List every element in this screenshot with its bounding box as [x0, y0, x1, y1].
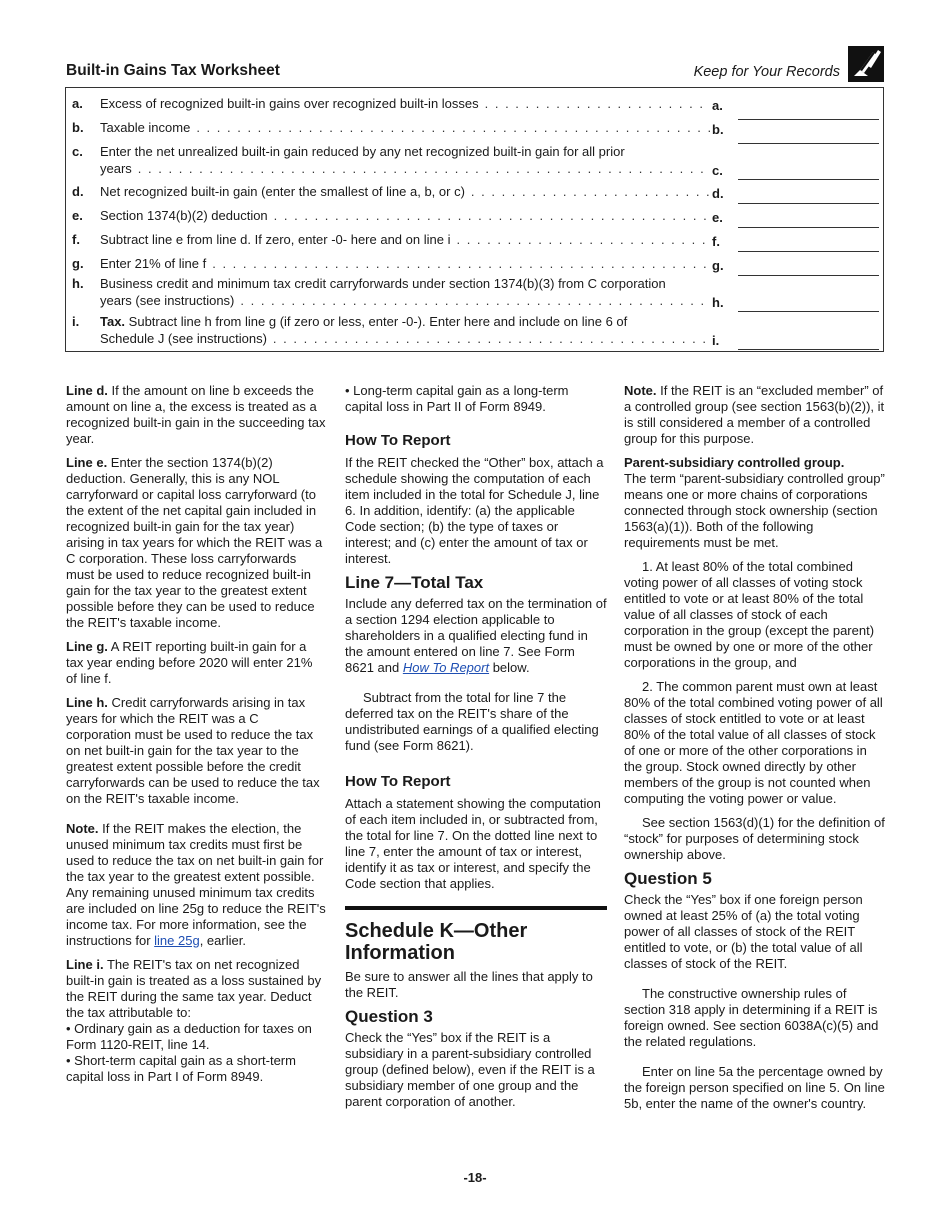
row-text: Business credit and minimum tax credit carryforwards under section 1374(b)(3) from C corporation [100, 276, 666, 291]
answer-letter: f. [712, 234, 720, 249]
how-to-report-heading-2: How To Report [345, 773, 451, 790]
row-text: Subtract line h from line g (if zero or less, enter -0-). Enter here and include on line 6 of [125, 314, 628, 329]
worksheet-row-f [66, 231, 883, 251]
worksheet-row-g [66, 255, 883, 275]
parent-subsidiary-paragraph: Parent-subsidiary controlled group. The term “parent-subsidiary controlled group” means one or more chains of corporations connected through stock ownership (section 1563(a)(1)). Both of the following requirements must be met. [624, 455, 885, 550]
answer-letter: c. [712, 163, 723, 178]
question-3-text: Check the “Yes” box if the REIT is a subsidiary in a parent-subsidiary controlled group (defined below), even if the REIT is a subsidiary member of one group and the parent corporation of another. [345, 1030, 595, 1109]
row-letter: i. [72, 314, 80, 329]
worksheet-row-a [66, 95, 883, 115]
question-5-text-3: Enter on line 5a the percentage owned by the foreign person specified on line 5. On line 5b, enter the name of the owner's country. [624, 1064, 885, 1111]
worksheet-row-d [66, 183, 883, 203]
row-text: Taxable income [100, 120, 191, 135]
row-text: Enter the net unrealized built-in gain reduced by any net recognized built-in gain for all prior [100, 144, 625, 159]
row-text-cont: years (see instructions) [100, 293, 235, 308]
answer-field-f[interactable] [738, 233, 879, 252]
how-to-report-heading-1: How To Report [345, 432, 451, 449]
line-25g-link[interactable]: line 25g [154, 933, 200, 948]
worksheet-table [65, 87, 884, 352]
worksheet-row-h [66, 275, 883, 311]
bullet-long-term: • Long-term capital gain as a long-term capital loss in Part II of Form 8949. [345, 383, 569, 414]
line-7-text-2: Subtract from the total for line 7 the deferred tax on the REIT's share of the undistributed earnings of a qualified electing fund (see Form 8621). [345, 690, 599, 753]
answer-letter: g. [712, 258, 724, 273]
page-number: -18- [463, 1170, 487, 1185]
how-to-report-text-2: Attach a statement showing the computation of each item included in, or subtracted from, the total for line 7. On the dotted line next to line 7, enter the amount of tax or interest, identify it as tax or interest, and specify the Code section that applies. [345, 796, 601, 891]
row-letter: g. [72, 256, 84, 271]
note-excluded-member: Note. If the REIT is an “excluded member” of a controlled group (see section 1563(b)(2)), it is still considered a member of a controlled group for this purpose. [624, 383, 885, 446]
row-text: Enter 21% of line f [100, 256, 207, 271]
parent-subsidiary-title: Parent-subsidiary controlled group. [624, 455, 845, 470]
text-column-1 [66, 383, 326, 1093]
worksheet-row-c [66, 143, 883, 179]
line-i-paragraph: Line i. The REIT's tax on net recognized built-in gain is treated as a loss sustained by the REIT during the same tax year. Deduct the tax attributable to: [66, 957, 322, 1020]
answer-field-h[interactable] [738, 289, 879, 312]
worksheet-row-e [66, 207, 883, 227]
answer-letter: a. [712, 98, 723, 113]
row-letter: a. [72, 96, 83, 111]
bullet-ordinary-gain: • Ordinary gain as a deduction for taxes on Form 1120-REIT, line 14. [66, 1021, 312, 1052]
row-letter: e. [72, 208, 83, 223]
line-g-paragraph: Line g. A REIT reporting built-in gain for a tax year ending before 2020 will enter 21% of line f. [66, 639, 313, 686]
note-paragraph: Note. If the REIT makes the election, the unused minimum tax credits must first be used to reduce the tax on net built-in gain for the tax year to the greatest extent possible. Any remaining unused minimum tax credits are included on line 25g to reduce the REIT's income tax. For more information, see the instructions for line 25g, earlier. [66, 821, 326, 948]
row-letter: c. [72, 144, 83, 159]
how-to-report-link[interactable]: How To Report [402, 660, 490, 675]
row-text: Excess of recognized built-in gains over recognized built-in losses [100, 96, 479, 111]
schedule-k-text: Be sure to answer all the lines that apply to the REIT. [345, 969, 593, 1000]
records-pen-icon [848, 46, 884, 82]
answer-field-d[interactable] [738, 185, 879, 204]
row-text-cont: Schedule J (see instructions) [100, 331, 267, 346]
section-divider [345, 906, 607, 910]
worksheet-row-i [66, 313, 883, 349]
row-letter: b. [72, 120, 84, 135]
text-column-3 [624, 383, 886, 1120]
bullet-short-term: • Short-term capital gain as a short-term capital loss in Part I of Form 8949. [66, 1053, 296, 1084]
answer-field-b[interactable] [738, 121, 879, 144]
line-d-paragraph: Line d. If the amount on line b exceeds the amount on line a, the excess is treated as a recognized built-in gain in the succeeding tax year. [66, 383, 326, 446]
requirement-1: 1. At least 80% of the total combined voting power of all classes of voting stock entitled to vote or at least 80% of the total value of all classes of stock of each corporation in the group (except the parent) must be owned by one or more of the other corporations in the group, and [624, 559, 875, 670]
row-text: Section 1374(b)(2) deduction [100, 208, 268, 223]
line-h-paragraph: Line h. Credit carryforwards arising in tax years for which the REIT was a C corporation must be used to reduce the tax on net built-in gain for the tax year to the greatest extent possible before the credit carryforwards can be used to reduce the tax on the REIT's taxable income. [66, 695, 320, 806]
question-5-text: Check the “Yes” box if one foreign person owned at least 25% of (a) the total voting power of all classes of stock of the REIT entitled to vote, or (b) the total value of all classes of stock of the REIT. [624, 892, 863, 971]
answer-field-c[interactable] [738, 157, 879, 180]
answer-letter: d. [712, 186, 724, 201]
answer-letter: i. [712, 333, 720, 348]
row-letter: f. [72, 232, 80, 247]
row-text: Net recognized built-in gain (enter the smallest of line a, b, or c) [100, 184, 465, 199]
row-letter: h. [72, 276, 84, 291]
worksheet-header [66, 46, 884, 82]
answer-field-i[interactable] [738, 327, 879, 350]
answer-letter: b. [712, 122, 724, 137]
schedule-k-heading: Schedule K—Other Information [345, 920, 528, 964]
row-letter: d. [72, 184, 84, 199]
requirement-2: 2. The common parent must own at least 80% of the total combined voting power of all classes of stock entitled to vote or at least 80% of the total value of all classes of stock of one or more of the other corporations in the group. Stock owned directly by other members of the group is not counted when computing the voting power or value. [624, 679, 883, 806]
worksheet-title: Built-in Gains Tax Worksheet [66, 62, 280, 79]
question-5-text-2: The constructive ownership rules of section 318 apply in determining if a REIT is foreign owned. See section 6038A(c)(5) and the related regulations. [624, 986, 879, 1049]
question-3-heading: Question 3 [345, 1007, 433, 1026]
answer-field-a[interactable] [738, 97, 879, 120]
answer-letter: h. [712, 295, 724, 310]
tax-label: Tax. [100, 314, 126, 329]
answer-letter: e. [712, 210, 723, 225]
row-text-cont: years [100, 161, 132, 176]
line-e-paragraph: Line e. Enter the section 1374(b)(2) deduction. Generally, this is any NOL carryforward or capital loss carryforward (to the extent of the net capital gain included in recognized built-in gain for the tax year) arising in tax years for which the REIT was a C corporation. These loss carryforwards must be used to reduce recognized built-in gain for the tax year to the greatest extent possible before they can be used to reduce the REIT's taxable income. [66, 455, 323, 630]
row-text: Subtract line e from line d. If zero, enter -0- here and on line i [100, 232, 451, 247]
text-column-2 [345, 383, 607, 1118]
worksheet-row-b [66, 119, 883, 139]
line-7-text: Include any deferred tax on the termination of a section 1294 election applicable to shareholders in a qualified electing fund in the amount entered on line 7. See Form 8621 and How To Report below. [345, 596, 607, 675]
answer-field-g[interactable] [738, 257, 879, 276]
keep-records-label: Keep for Your Records [693, 64, 840, 80]
see-section-paragraph: See section 1563(d)(1) for the definition of “stock” for purposes of determining stock ownership above. [624, 815, 885, 862]
question-5-heading: Question 5 [624, 869, 712, 888]
line-7-heading: Line 7—Total Tax [345, 573, 484, 592]
how-to-report-text-1: If the REIT checked the “Other” box, attach a schedule showing the computation of each item included in the total for Schedule J, line 6. In addition, identify: (a) the applicable Code section; (b) the type of taxes or interest; and (c) enter the amount of tax or interest. [345, 455, 604, 566]
answer-field-e[interactable] [738, 209, 879, 228]
